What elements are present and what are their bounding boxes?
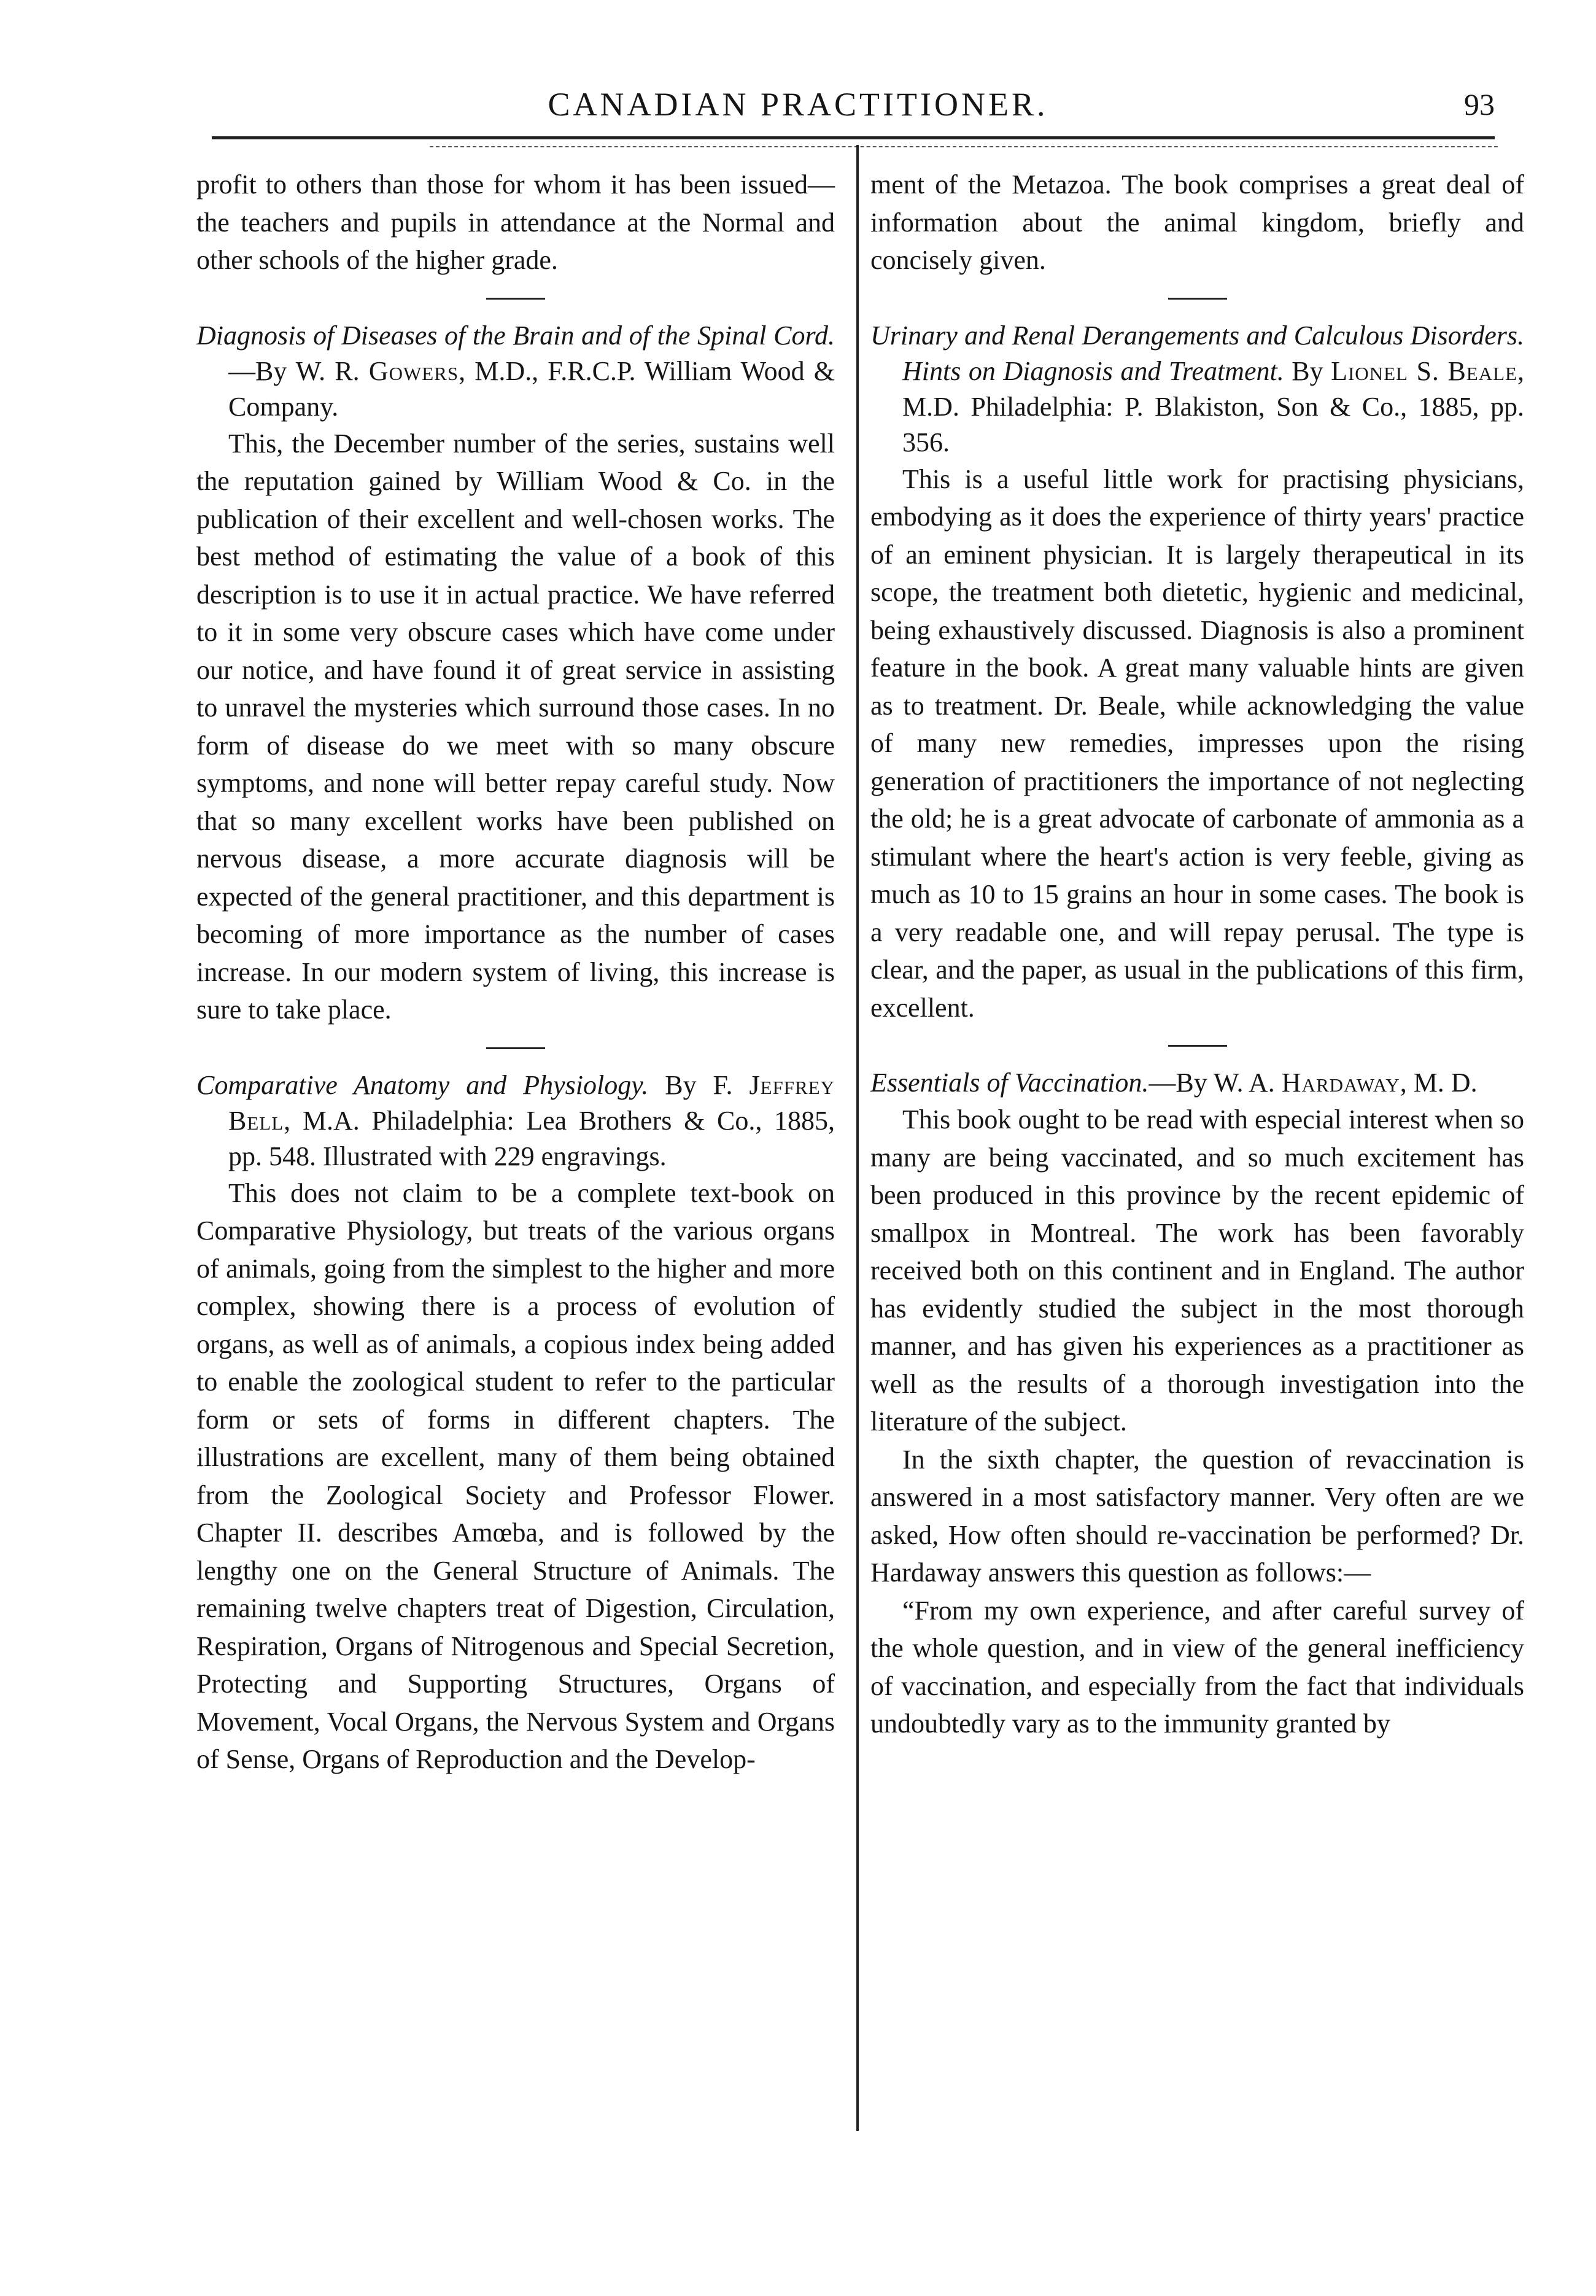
byline: —By W. A. [1149,1068,1282,1098]
publication-details: , M.D. Philadelphia: P. Blakiston, Son & Co., 1885, pp. 356. [902,355,1524,457]
author-name: Gowers [368,355,459,386]
author-name: Jeffrey Bell [228,1069,835,1136]
book-title: Comparative Anatomy and Physiology. [196,1069,649,1100]
review-body: This book ought to be read with especial interest when so many are being vaccinated, and so much excitement has been produced in this province by the recent epidemic of smallpox in Montreal. The work has been favorably received both on this continent and in England. The author has evidently studied the subject in the most thorough manner, and has given his experiences as a practitioner as well as the results of a thorough investigation into the literature of the subject. [870,1104,1524,1437]
section-separator [1168,298,1227,300]
review-body: This does not claim to be a complete text-book on Comparative Physiology, but treats of the various organs of animals, going from the simplest to the higher and more complex, showing there is a process of evolution of organs, as well as of animals, a copious index being added to enable the zoological student to refer to the particular form or sets of forms in different chapters. The illustrations are excellent, many of them being obtained from the Zoological Society and Professor Flower. Chapter II. describes Amœba, and is followed by the lengthy one on the General Structure of Animals. The remaining twelve chapters treat of Digestion, Circulation, Respiration, Organs of Nitrogenous and Special Secretion, Protecting and Supporting Structures, Organs of Movement, Vocal Organs, the Nervous System and Organs of Sense, Organs of Reproduction and the Develop- [196,1177,835,1774]
publication-details: , M.D., F.R.C.P. William Wood & Company. [228,355,835,422]
review-heading [196,1068,835,1174]
page-number: 93 [1464,87,1495,122]
continuation-paragraph: ment of the Metazoa. The book comprises a great deal of information about the animal kingdom, briefly and concisely given. [870,169,1524,275]
section-separator [486,298,545,300]
running-head [0,80,1596,129]
review-body: This is a useful little work for practising physicians, embodying as it does the experience of thirty years' practice of an eminent physician. It is largely therapeutical in its scope, the treatment both dietetic, hygienic and medicinal, being exhaustively discussed. Diagnosis is also a prominent feature in the book. A great many valuable hints are given as to treatment. Dr. Beale, while acknowledging the value of many new remedies, impresses upon the rising generation of practitioners the importance of not neglecting the old; he is a great advocate of carbonate of ammonia as a stimulant where the heart's action is very feeble, giving as much as 10 to 15 grains an hour in some cases. The book is a very readable one, and will repay perusal. The type is clear, and the paper, as usual in the publications of this firm, excellent. [870,463,1524,1023]
author-name: Lionel S. Beale [1331,355,1517,386]
publication-details: , M. D. [1400,1068,1478,1098]
review-body: In the sixth chapter, the question of revaccination is answered in a most satisfactory manner. Very often are we asked, How often should re-vaccination be performed? Dr. Hardaway answers this question as follows:— [870,1444,1524,1588]
review-body: This, the December number of the series, sustains well the reputation gained by William Wood & Co. in the publication of their excellent and well-chosen works. The best method of estimating the value of a book of this description is to use it in actual practice. We have referred to it in some very obscure cases which have come under our notice, and have found it of great service in assisting to unravel the mysteries which surround those cases. In no form of disease do we meet with so many obscure symptoms, and none will better repay careful study. Now that so many excellent works have been published on nervous disease, a more accurate diagnosis will be expected of the general practitioner, and this department is becoming of more importance as the number of cases increase. In our modern system of living, this increase is sure to take place. [196,428,835,1025]
byline: By [1284,355,1331,386]
review-heading [870,318,1524,460]
header-rule [212,136,1495,139]
book-title: Diagnosis of Diseases of the Brain and of the Spinal Cord. [196,320,835,351]
byline: —By W. R. [228,355,369,386]
publication-details: , M.A. Philadelphia: Lea Brothers & Co., 1885, pp. 548. Illustrated with 229 engravings. [228,1105,835,1171]
byline: By F. [648,1069,750,1100]
review-heading [196,318,835,425]
review-heading [870,1065,1524,1101]
left-column [196,166,835,1778]
book-title: Essentials of Vaccination. [870,1068,1149,1098]
book-title: Urinary and Renal Derangements and Calculous Disorders. Hints on Diagnosis and Treatment. [870,320,1524,386]
author-name: Hardaway [1281,1068,1400,1098]
column-divider [856,145,859,2131]
continuation-paragraph: profit to others than those for whom it has been issued—the teachers and pupils in attendance at the Normal and other schools of the higher grade. [196,169,835,275]
section-separator [486,1047,545,1049]
block-quote: “From my own experience, and after careful survey of the whole question, and in view of the general inefficiency of vaccination, and especially from the fact that individuals undoubtedly vary as to the immunity granted by [870,1595,1524,1739]
header-rule-dashed [430,146,1498,147]
journal-title: CANADIAN PRACTITIONER. [548,86,1048,123]
right-column [870,166,1524,1743]
section-separator [1168,1045,1227,1047]
